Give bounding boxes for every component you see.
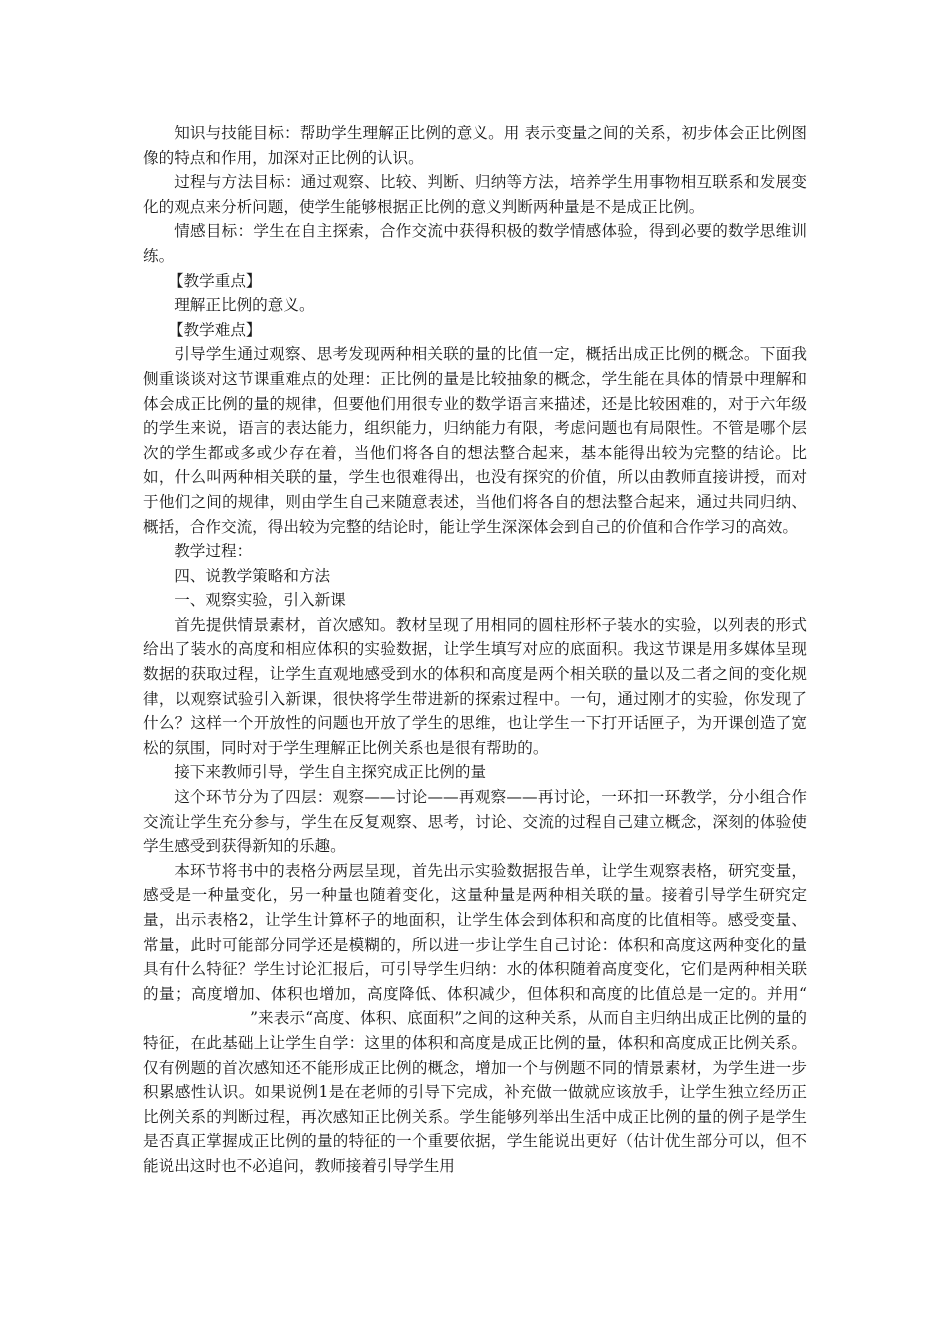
heading-teaching-focus: 【教学重点】: [167, 271, 262, 290]
document-page: [143, 121, 807, 1179]
paragraph-teaching-process: 教学过程：: [174, 542, 253, 561]
paragraph-teaching-focus: 理解正比例的意义。: [174, 296, 315, 315]
paragraph-first-perception: 首先提供情景素材，首次感知。教材呈现了用相同的圆柱形杯子装水的实验，以列表的形式给出了装水的高度和相应体积的实验数据，让学生填写对应的底面积。我这节课是用多媒体呈现数据的获取过程，让学生直观地感受到水的体积和高度是两个相关联的量以及二者之间的变化规律，以观察试验引入新课，很快将学生带进新的探索过程中。一句，通过刚才的实验，你发现了什么？这样一个开放性的问题也开放了学生的思维，也让学生一下打开话匣子，为开课创造了宽松的氛围，同时对于学生理解正比例关系也是很有帮助的。: [143, 615, 807, 757]
paragraph-knowledge-goal: 知识与技能目标：帮助学生理解正比例的意义。用 表示变量之间的关系，初步体会正比例图像的特点和作用，加深对正比例的认识。: [143, 124, 807, 167]
paragraph-process-goal: 过程与方法目标：通过观察、比较、判断、归纳等方法，培养学生用事物相互联系和发展变化的观点来分析问题，使学生能够根据正比例的意义判断两种量是不是成正比例。: [143, 173, 807, 216]
paragraph-table-layers: [143, 859, 807, 1179]
heading-strategy: 四、说教学策略和方法: [174, 566, 331, 585]
paragraph-emotion-goal: 情感目标：学生在自主探索，合作交流中获得积极的数学情感体验，得到必要的数学思维训练。: [143, 222, 807, 265]
paragraph-guided-inquiry: 接下来教师引导，学生自主探究成正比例的量: [174, 763, 487, 782]
heading-observe-experiment: 一、观察实验，引入新课: [174, 591, 346, 610]
heading-teaching-difficulty: 【教学难点】: [167, 320, 262, 339]
paragraph-teaching-difficulty: 引导学生通过观察、思考发现两种相关联的量的比值一定，概括出成正比例的概念。下面我侧重谈谈对这节课重难点的处理：正比例的量是比较抽象的概念，学生能在具体的情景中理解和体会成正比例的量的规律，但要他们用很专业的数学语言来描述，还是比较困难的，对于六年级的学生来说，语言的表达能力，组织能力，归纳能力有限，考虑问题也有局限性。不管是哪个层次的学生都或多或少存在着，当他们将各自的想法整合起来，基本能得出较为完整的结论。比如，什么叫两种相关联的量，学生也很难得出，也没有探究的价值，所以由教师直接讲授，而对于他们之间的规律，则由学生自己来随意表述，当他们将各自的想法整合起来，通过共同归纳、概括，合作交流，得出较为完整的结论时，能让学生深深体会到自己的价值和合作学习的高效。: [143, 345, 807, 536]
paragraph-four-layers: 这个环节分为了四层：观察——讨论——再观察——再讨论，一环扣一环教学，分小组合作交流让学生充分参与，学生在反复观察、思考，讨论、交流的过程自己建立概念，深刻的体验使学生感受到获得新知的乐趣。: [143, 788, 807, 856]
paragraph-table-layers-part-1: 本环节将书中的表格分两层呈现，首先出示实验数据报告单，让学生观察表格，研究变量，感受是一种量变化，另一种量也随着变化，这量种量是两种相关联的量。接着引导学生研究定量，出示表格2，让学生计算杯子的地面积，让学生体会到体积和高度的比值相等。感受变量、常量，此时可能部分同学还是模糊的，所以进一步让学生自己讨论：体积和高度这两种变化的量具有什么特征？学生讨论汇报后，可引导学生归纳：水的体积随着高度变化，它们是两种相关联的量；高度增加、体积也增加，高度降低、体积减少，但体积和高度的比值总是一定的。并用“: [143, 861, 807, 1003]
paragraph-table-layers-part-2: ”来表示“高度、体积、底面积”之间的这种关系，从而自主归纳出成正比例的量的特征，在此基础上让学生自学：这里的体积和高度是成正比例的量，体积和高度成正比例关系。仅有例题的首次感知还不能形成正比例的概念，增加一个与例题不同的情景素材，为学生进一步积累感性认识。如果说例1是在老师的引导下完成，补充做一做就应该放手，让学生独立经历正比例关系的判断过程，再次感知正比例关系。学生能够列举出生活中成正比例的量的例子是学生是否真正掌握成正比例的量的特征的一个重要依据，学生能说出更好（估计优生部分可以，但不能说出这时也不必追问，教师接着引导学生用: [143, 1009, 807, 1175]
